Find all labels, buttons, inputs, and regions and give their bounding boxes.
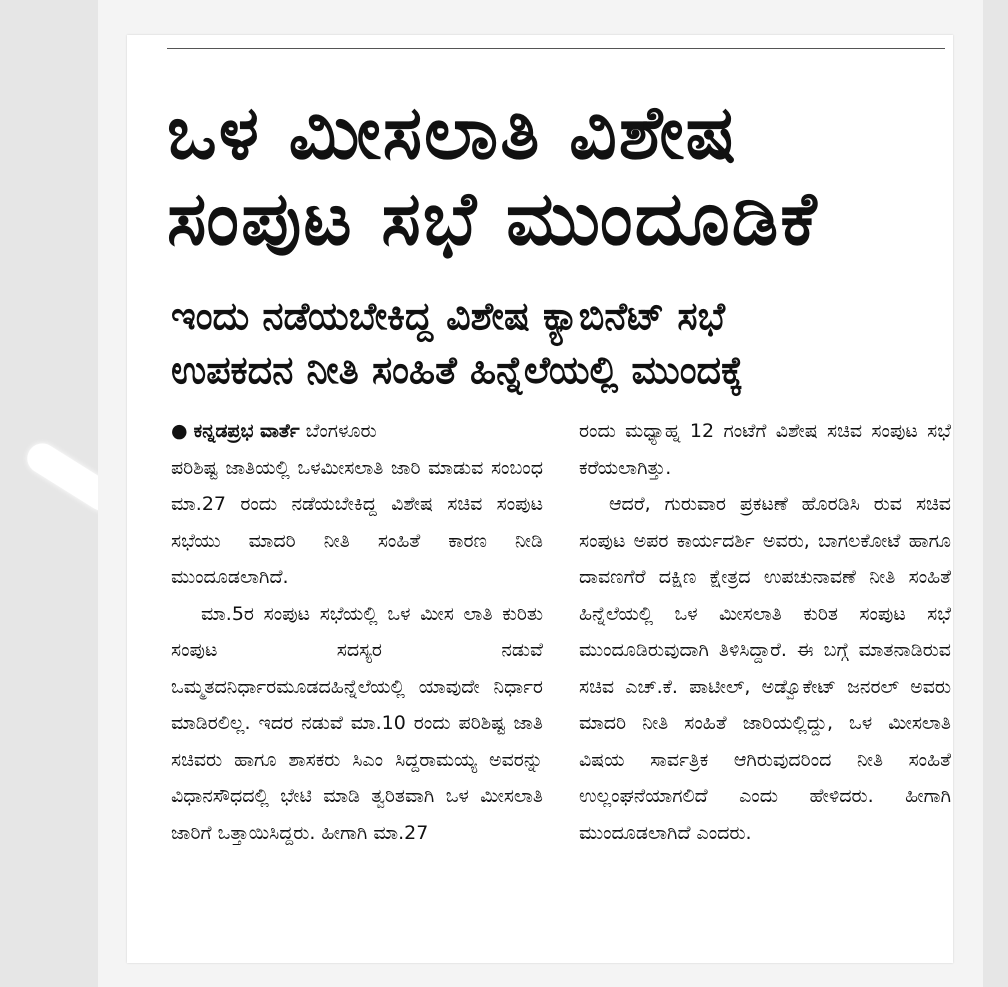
headline bbox=[167, 90, 819, 262]
subheadline bbox=[171, 289, 743, 397]
article-column-left bbox=[171, 413, 543, 851]
byline-source: ಕನ್ನಡಪ್ರಭ ವಾರ್ತೆ bbox=[193, 420, 300, 442]
newspaper-clipping bbox=[127, 35, 953, 963]
paragraph-3: ರಂದು ಮಧ್ಯಾಹ್ನ 12 ಗಂಟೆಗೆ ವಿಶೇಷ ಸಚಿವ ಸಂಪುಟ ಸಭೆ ಕರೆಯಲಾಗಿತ್ತು. bbox=[579, 420, 951, 479]
paragraph-2: ಮಾ.5ರ ಸಂಪುಟ ಸಭೆಯಲ್ಲಿ ಒಳ ಮೀಸ ಲಾತಿ ಕುರಿತು ಸಂಪುಟ ಸದಸ್ಯರ ನಡುವೆ ಒಮ್ಮತದನಿರ್ಧಾರಮೂಡದಹಿನ್ನೆಲೆಯಲ್ಲಿ ಯಾವುದೇ ನಿರ್ಧಾರ ಮಾಡಿರಲಿಲ್ಲ. ಇದರ ನಡುವೆ ಮಾ.10 ರಂದು ಪರಿಶಿಷ್ಟ ಜಾತಿ ಸಚಿವರು ಹಾಗೂ ಶಾಸಕರು ಸಿಎಂ ಸಿದ್ದರಾಮಯ್ಯ ಅವರನ್ನು ವಿಧಾನಸೌಧದಲ್ಲಿ ಭೇಟಿ ಮಾಡಿ ತ್ವರಿತವಾಗಿ ಒಳ ಮೀಸಲಾತಿ ಜಾರಿಗೆ ಒತ್ತಾಯಿಸಿದ್ದರು. ಹೀಗಾಗಿ ಮಾ.27 bbox=[171, 602, 543, 844]
byline bbox=[171, 413, 543, 450]
headline-line-1: ಒಳ ಮೀಸಲಾತಿ ವಿಶೇಷ bbox=[167, 90, 738, 176]
paragraph-4: ಆದರೆ, ಗುರುವಾರ ಪ್ರಕಟಣೆ ಹೊರಡಿಸಿ ರುವ ಸಚಿವ ಸಂಪುಟ ಅಪರ ಕಾರ್ಯದರ್ಶಿ ಅವರು, ಬಾಗಲಕೋಟೆ ಹಾಗೂ ದಾವಣಗೆರೆ ದಕ್ಷಿಣ ಕ್ಷೇತ್ರದ ಉಪಚುನಾವಣೆ ನೀತಿ ಸಂಹಿತೆ ಹಿನ್ನೆಲೆಯಲ್ಲಿ ಒಳ ಮೀಸಲಾತಿ ಕುರಿತ ಸಂಪುಟ ಸಭೆ ಮುಂದೂಡಿರುವುದಾಗಿ ತಿಳಿಸಿದ್ದಾರೆ. ಈ ಬಗ್ಗೆ ಮಾತನಾಡಿರುವ ಸಚಿವ ಎಚ್.ಕೆ. ಪಾಟೀಲ್, ಅಡ್ವೊಕೇಟ್ ಜನರಲ್ ಅವರು ಮಾದರಿ ನೀತಿ ಸಂಹಿತೆ ಜಾರಿಯಲ್ಲಿದ್ದು, ಒಳ ಮೀಸಲಾತಿ ವಿಷಯ ಸಾರ್ವತ್ರಿಕ ಆಗಿರುವುದರಿಂದ ನೀತಿ ಸಂಹಿತೆ ಉಲ್ಲಂಘನೆಯಾಗಲಿದೆ ಎಂದು ಹೇಳಿದರು. ಹೀಗಾಗಿ ಮುಂದೂಡಲಾಗಿದೆ ಎಂದರು. bbox=[579, 493, 951, 844]
paragraph-1: ಪರಿಶಿಷ್ಟ ಜಾತಿಯಲ್ಲಿ ಒಳಮೀಸಲಾತಿ ಜಾರಿ ಮಾಡುವ ಸಂಬಂಧ ಮಾ.27 ರಂದು ನಡೆಯಬೇಕಿದ್ದ ವಿಶೇಷ ಸಚಿವ ಸಂಪುಟ ಸಭೆಯು ಮಾದರಿ ನೀತಿ ಸಂಹಿತೆ ಕಾರಣ ನೀಡಿ ಮುಂದೂಡಲಾಗಿದೆ. bbox=[171, 456, 543, 588]
headline-line-2: ಸಂಪುಟ ಸಭೆ ಮುಂದೂಡಿಕೆ bbox=[167, 176, 819, 262]
bullet-icon: ● bbox=[171, 420, 188, 442]
byline-place: ಬೆಂಗಳೂರು bbox=[305, 420, 377, 442]
subhead-line-2: ಉಪಕದನ ನೀತಿ ಸಂಹಿತೆ ಹಿನ್ನೆಲೆಯಲ್ಲಿ ಮುಂದಕ್ಕೆ bbox=[171, 348, 744, 392]
article-column-right bbox=[579, 413, 951, 851]
top-divider bbox=[167, 48, 945, 49]
subhead-line-1: ಇಂದು ನಡೆಯಬೇಕಿದ್ದ ವಿಶೇಷ ಕ್ಯಾಬಿನೆಟ್ ಸಭೆ bbox=[171, 294, 726, 338]
